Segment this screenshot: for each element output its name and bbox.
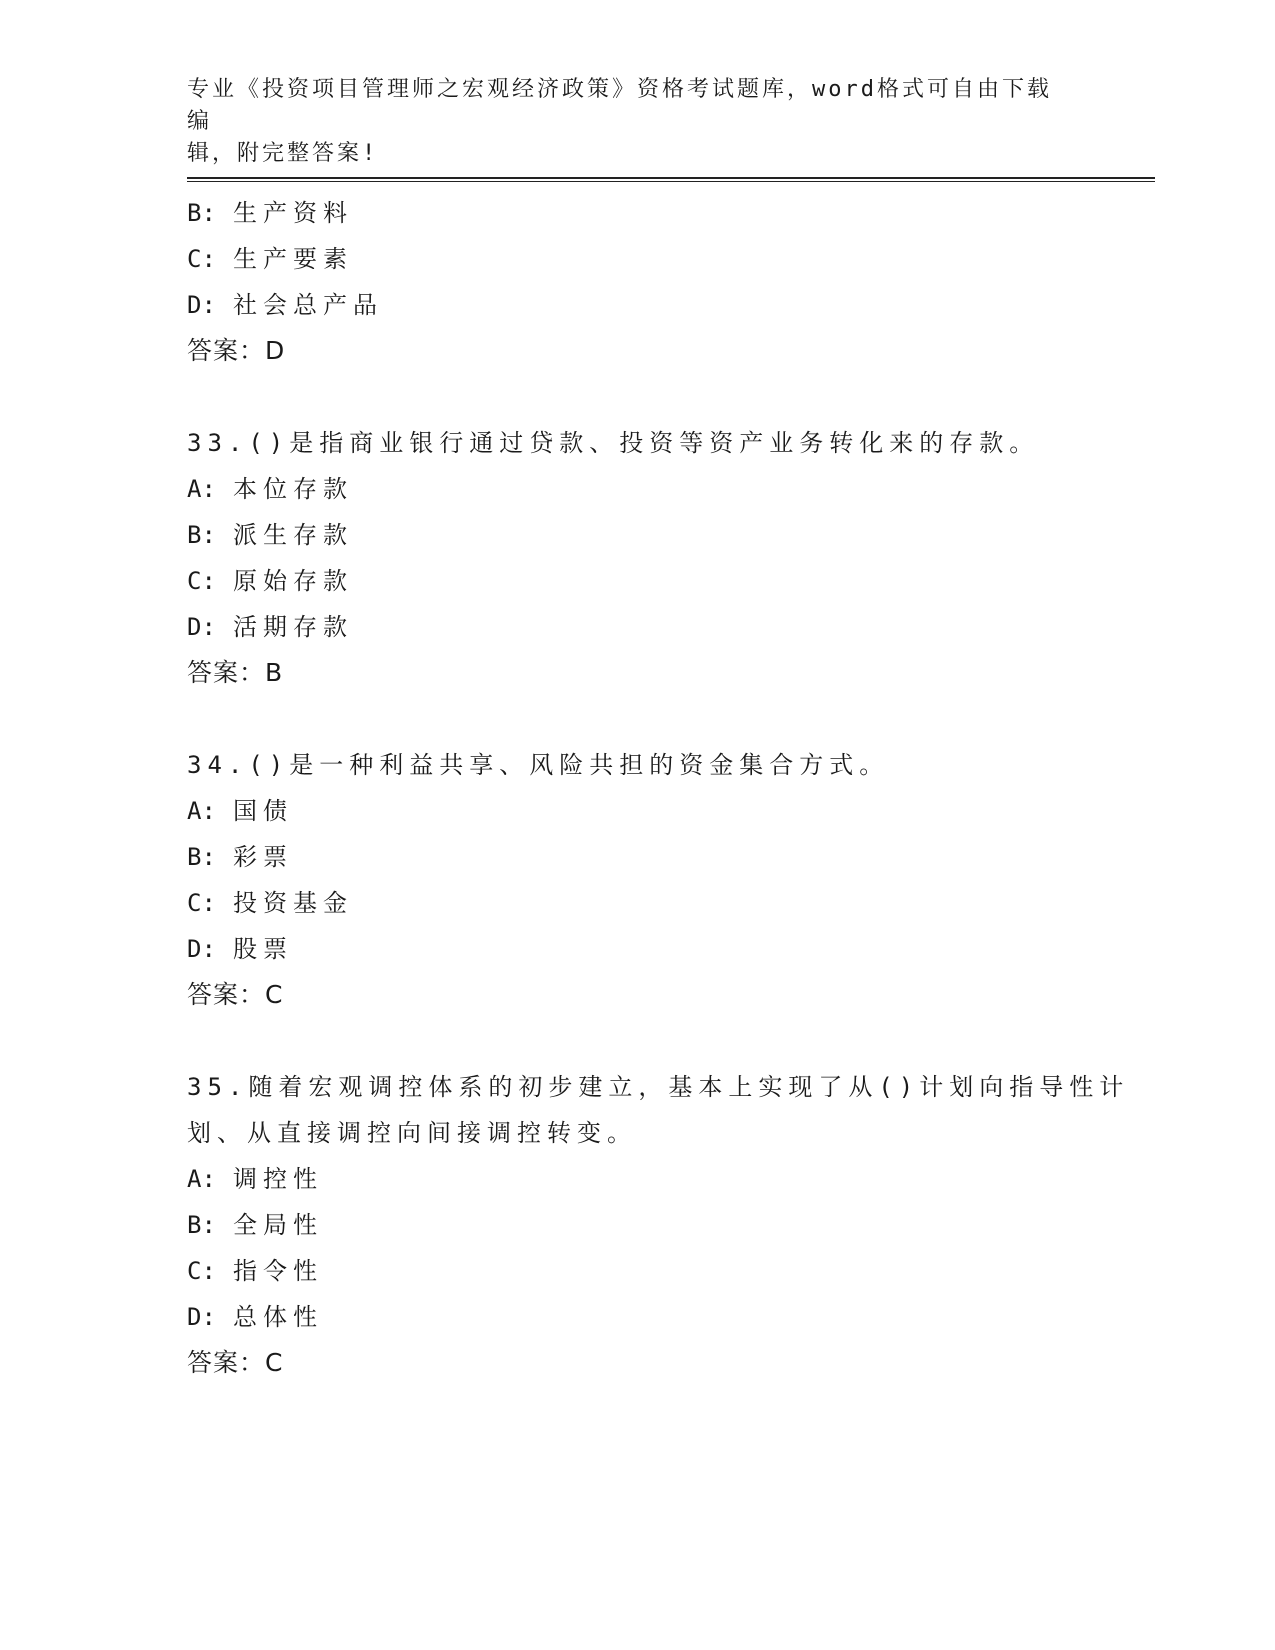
question-34 bbox=[187, 742, 1087, 1018]
option-text: 社会总产品 bbox=[233, 291, 383, 319]
header-note-line: 辑，附完整答案! bbox=[187, 141, 379, 166]
option-row bbox=[187, 926, 1087, 972]
question-35 bbox=[187, 1064, 1130, 1386]
option-text: 投资基金 bbox=[233, 889, 353, 917]
option-key: D: bbox=[187, 935, 216, 963]
option-text: 彩票 bbox=[233, 843, 293, 871]
question-stem: 33.()是指商业银行通过贷款、投资等资产业务转化来的存款。 bbox=[187, 429, 1040, 457]
option-row bbox=[187, 604, 1087, 650]
option-row bbox=[187, 282, 1087, 328]
option-row bbox=[187, 1248, 1087, 1294]
question-list bbox=[187, 190, 1130, 1386]
option-text: 活期存款 bbox=[233, 613, 353, 641]
option-row bbox=[187, 236, 1087, 282]
option-text: 国债 bbox=[233, 797, 293, 825]
option-text: 生产资料 bbox=[233, 199, 353, 227]
option-row bbox=[187, 1202, 1087, 1248]
option-text: 生产要素 bbox=[233, 245, 353, 273]
option-row bbox=[187, 880, 1087, 926]
option-text: 本位存款 bbox=[233, 475, 353, 503]
option-text: 指令性 bbox=[233, 1257, 323, 1285]
header-note bbox=[187, 74, 1067, 170]
option-key: C: bbox=[187, 567, 216, 595]
option-text: 全局性 bbox=[233, 1211, 323, 1239]
question-partial bbox=[187, 190, 1087, 374]
option-row bbox=[187, 558, 1087, 604]
option-row bbox=[187, 1156, 1087, 1202]
header-note-line: 专业《投资项目管理师之宏观经济政策》资格考试题库，word格式可自由下载编 bbox=[187, 77, 1052, 134]
option-text: 股票 bbox=[233, 935, 293, 963]
question-33 bbox=[187, 420, 1087, 696]
question-stem: 35.随着宏观调控体系的初步建立，基本上实现了从()计划向指导性计 bbox=[187, 1073, 1130, 1101]
option-text: 派生存款 bbox=[233, 521, 353, 549]
question-stem-continued: 划、从直接调控向间接调控转变。 bbox=[187, 1119, 637, 1147]
header-divider bbox=[187, 177, 1155, 179]
option-key: D: bbox=[187, 291, 216, 319]
option-row bbox=[187, 788, 1087, 834]
answer-line: 答案：C bbox=[187, 1348, 284, 1377]
option-text: 调控性 bbox=[233, 1165, 323, 1193]
question-stem: 34.()是一种利益共享、风险共担的资金集合方式。 bbox=[187, 751, 890, 779]
option-key: B: bbox=[187, 843, 216, 871]
option-key: A: bbox=[187, 1165, 216, 1193]
option-row bbox=[187, 466, 1087, 512]
option-key: B: bbox=[187, 521, 216, 549]
header-divider-thin bbox=[187, 181, 1155, 182]
answer-line: 答案：C bbox=[187, 980, 284, 1009]
option-key: B: bbox=[187, 199, 216, 227]
option-row bbox=[187, 1294, 1087, 1340]
option-text: 总体性 bbox=[233, 1303, 323, 1331]
option-key: B: bbox=[187, 1211, 216, 1239]
answer-line: 答案：B bbox=[187, 658, 284, 687]
option-key: A: bbox=[187, 475, 216, 503]
option-row bbox=[187, 834, 1087, 880]
option-text: 原始存款 bbox=[233, 567, 353, 595]
option-key: C: bbox=[187, 1257, 216, 1285]
option-key: C: bbox=[187, 889, 216, 917]
option-key: C: bbox=[187, 245, 216, 273]
option-row bbox=[187, 512, 1087, 558]
option-key: D: bbox=[187, 1303, 216, 1331]
option-row bbox=[187, 190, 1087, 236]
option-key: A: bbox=[187, 797, 216, 825]
answer-line: 答案：D bbox=[187, 336, 286, 365]
option-key: D: bbox=[187, 613, 216, 641]
